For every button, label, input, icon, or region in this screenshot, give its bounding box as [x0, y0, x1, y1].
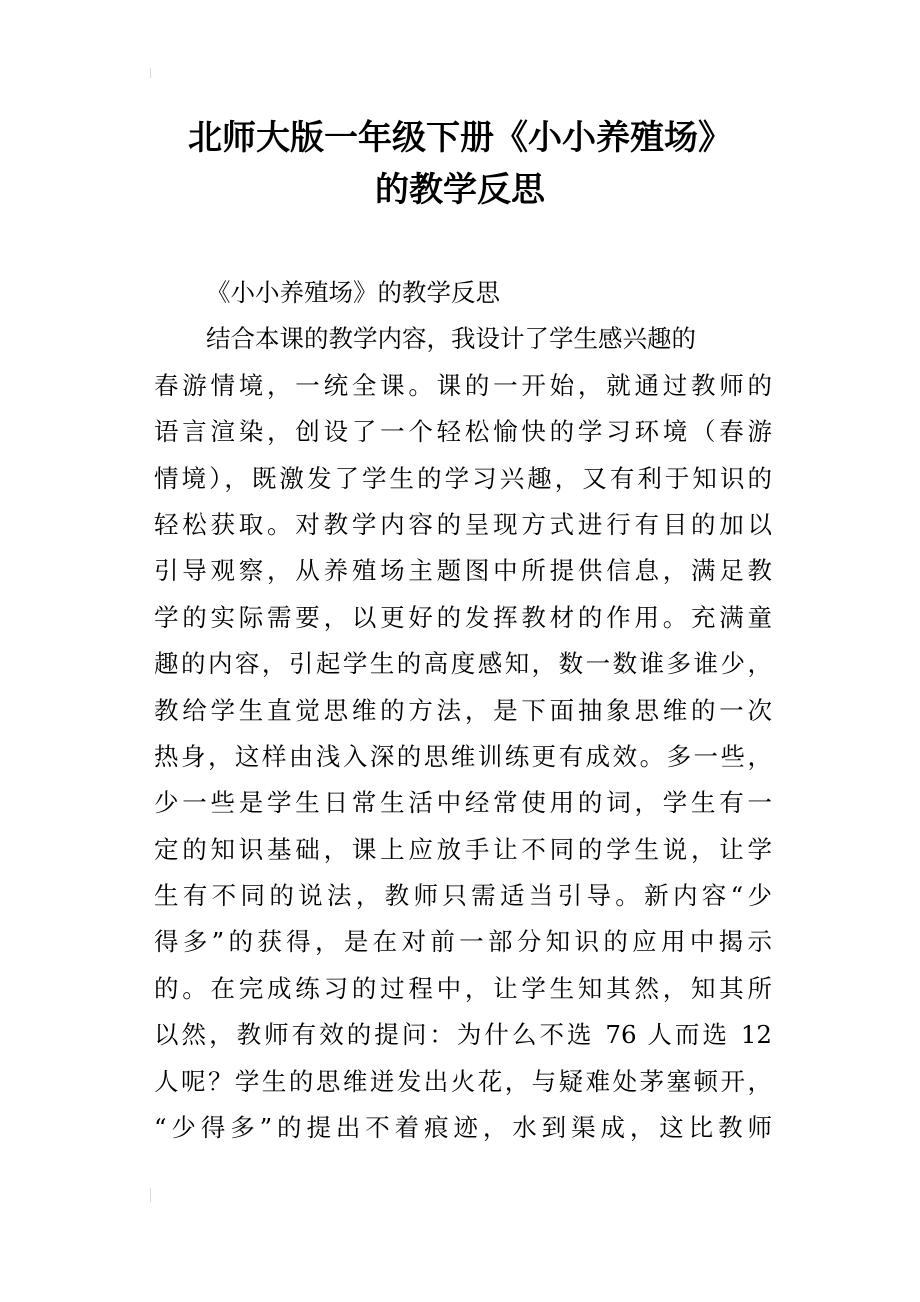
body-line-16: 以然，教师有效的提问：为什么不选 76 人而选 12	[154, 1020, 772, 1050]
title-line-1: 北师大版一年级下册《小小养殖场》	[188, 118, 732, 158]
body-line-6: 引导观察，从养殖场主题图中所提供信息，满足教	[154, 556, 772, 586]
body-line-14: 得多”的获得，是在对前一部分知识的应用中揭示	[154, 927, 772, 957]
document-body	[154, 270, 772, 1151]
body-line-12: 定的知识基础，课上应放手让不同的学生说，让学	[154, 834, 772, 864]
body-line-4: 情境），既激发了学生的学习兴趣，又有利于知识的	[154, 463, 772, 493]
body-line-18: “少得多”的提出不着痕迹，水到渠成，这比教师	[154, 1113, 772, 1143]
body-line-7: 学的实际需要，以更好的发挥教材的作用。充满童	[154, 602, 772, 632]
body-line-8: 趣的内容，引起学生的高度感知，数一数谁多谁少，	[154, 649, 772, 679]
bottom-corner-mark	[150, 1188, 157, 1202]
title-line-2: 的教学反思	[375, 170, 545, 210]
body-line-1: 结合本课的教学内容，我设计了学生感兴趣的	[206, 324, 696, 354]
body-line-10: 热身，这样由浅入深的思维训练更有成效。多一些，	[154, 741, 772, 771]
body-line-15: 的。在完成练习的过程中，让学生知其然，知其所	[154, 973, 772, 1003]
body-line-3: 语言渲染，创设了一个轻松愉快的学习环境（春游	[154, 417, 772, 447]
subtitle: 《小小养殖场》的教学反思	[206, 278, 500, 307]
body-line-17: 人呢？学生的思维迸发出火花，与疑难处茅塞顿开，	[154, 1066, 772, 1096]
body-line-9: 教给学生直觉思维的方法，是下面抽象思维的一次	[154, 695, 772, 725]
body-line-5: 轻松获取。对教学内容的呈现方式进行有目的加以	[154, 509, 772, 539]
top-corner-mark	[150, 68, 157, 78]
body-line-13: 生有不同的说法，教师只需适当引导。新内容“少	[154, 881, 772, 911]
document-title	[100, 112, 820, 216]
body-line-2: 春游情境，一统全课。课的一开始，就通过教师的	[154, 370, 772, 400]
body-line-11: 少一些是学生日常生活中经常使用的词，学生有一	[154, 788, 772, 818]
